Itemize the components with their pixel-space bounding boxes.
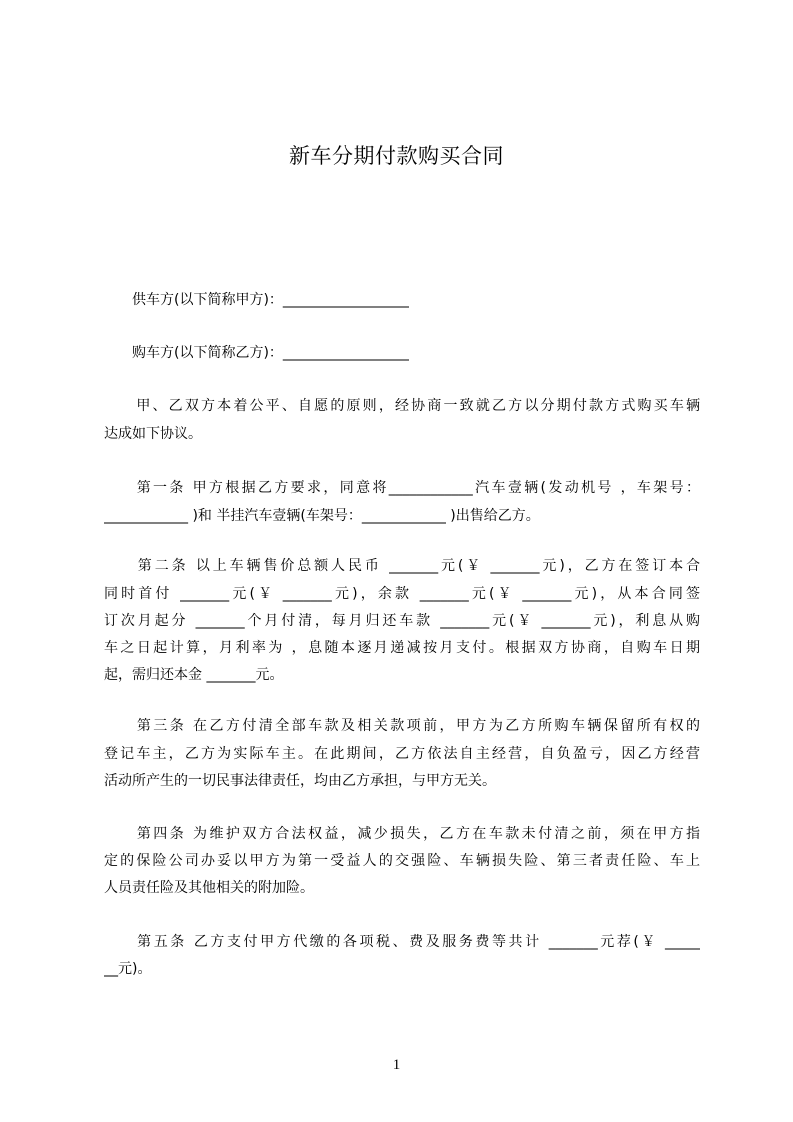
supplier-line: 供车方(以下简称甲方)：__________________ xyxy=(104,292,409,308)
article-5-line-1: 第五条 乙方支付甲方代缴的各项税、费及服务费等共计 _______元荐(￥ _____ xyxy=(104,934,700,950)
buyer-line: 购车方(以下简称乙方)：__________________ xyxy=(104,345,409,361)
preamble-line-2: 达成如下协议。 xyxy=(104,426,202,442)
article-1-line-2: ____________ )和 半挂汽车壹辆(车架号：____________ )出售给乙方。 xyxy=(104,508,540,524)
page-number: 1 xyxy=(392,1057,401,1073)
article-2-line-1: 第二条 以上车辆售价总额人民币 _______元(￥ _______元)，乙方在签订本合 xyxy=(104,558,700,574)
article-3-line-2: 登记车主，乙方为实际车主。在此期间，乙方依法自主经营，自负盈亏，因乙方经营 xyxy=(104,746,700,762)
preamble-line-1: 甲、乙双方本着公平、自愿的原则，经协商一致就乙方以分期付款方式购买车辆 xyxy=(104,398,700,414)
article-3-line-3: 活动所产生的一切民事法律责任，均由乙方承担，与甲方无关。 xyxy=(104,773,496,789)
document-title: 新车分期付款购买合同 xyxy=(289,144,504,168)
article-2-line-3: 订次月起分 _______个月付清，每月归还车款 _______元(￥ _______元)，利息从购 xyxy=(104,613,700,629)
article-1-line-1: 第一条 甲方根据乙方要求，同意将____________汽车壹辆(发动机号 ，车架号： xyxy=(104,480,700,496)
article-4-line-1: 第四条 为维护双方合法权益，减少损失，乙方在车款未付清之前，须在甲方指 xyxy=(104,826,700,842)
article-4-line-3: 人员责任险及其他相关的附加险。 xyxy=(104,880,314,896)
article-2-line-5: 起，需归还本金 _______元。 xyxy=(104,667,284,683)
article-2-line-4: 车之日起计算，月利率为 ，息随本逐月递减按月支付。根据双方协商，自购车日期 xyxy=(104,640,700,656)
article-2-line-2: 同时首付 _______元(￥ _______元)，余款 _______元(￥ _______元)，从本合同签 xyxy=(104,586,700,602)
article-5-line-2: __元)。 xyxy=(104,961,152,977)
article-3-line-1: 第三条 在乙方付清全部车款及相关款项前，甲方为乙方所购车辆保留所有权的 xyxy=(104,718,700,734)
article-4-line-2: 定的保险公司办妥以甲方为第一受益人的交强险、车辆损失险、第三者责任险、车上 xyxy=(104,853,700,869)
